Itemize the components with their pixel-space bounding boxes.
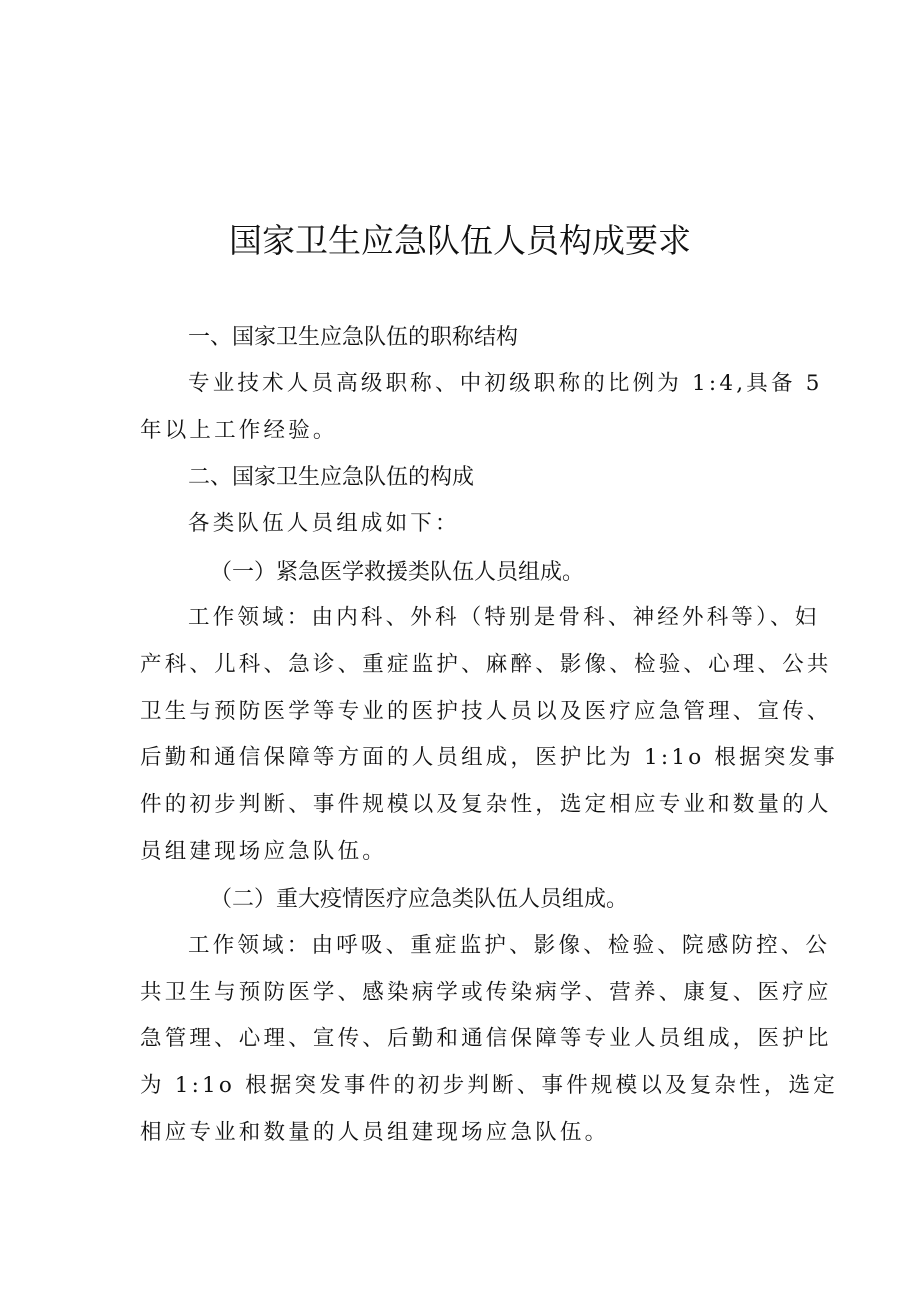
subsection-1-line-3: 卫生与预防医学等专业的医护技人员以及医疗应急管理、宣传、	[140, 699, 832, 724]
subsection-1-line-1: 工作领域：由内科、外科（特别是骨科、神经外科等）、妇	[188, 605, 820, 630]
section-1-line-1: 专业技术人员高级职称、中初级职称的比例为 1:4,具备 5	[188, 371, 823, 396]
subsection-1-heading: （一）紧急医学救援类队伍人员组成。	[210, 560, 585, 585]
subsection-2-line-3: 急管理、心理、宣传、后勤和通信保障等专业人员组成，医护比	[140, 1026, 832, 1051]
section-2-heading: 二、国家卫生应急队伍的构成	[188, 465, 475, 490]
subsection-1-line-2: 产科、儿科、急诊、重症监护、麻醉、影像、检验、心理、公共	[140, 652, 832, 677]
section-1-line-2: 年以上工作经验。	[140, 418, 338, 443]
subsection-2-line-4: 为 1:1o 根据突发事件的初步判断、事件规模以及复杂性，选定	[140, 1073, 838, 1098]
section-2-intro: 各类队伍人员组成如下：	[188, 511, 460, 536]
subsection-1-line-5: 件的初步判断、事件规模以及复杂性，选定相应专业和数量的人	[140, 792, 832, 817]
subsection-1-line-6: 员组建现场应急队伍。	[140, 839, 388, 864]
document-title: 国家卫生应急队伍人员构成要求	[229, 221, 691, 260]
section-1-heading: 一、国家卫生应急队伍的职称结构	[188, 325, 519, 350]
subsection-2-line-1: 工作领域：由呼吸、重症监护、影像、检验、院感防控、公	[188, 933, 831, 958]
subsection-2-line-2: 共卫生与预防医学、感染病学或传染病学、营养、康复、医疗应	[140, 980, 832, 1005]
subsection-1-line-4: 后勤和通信保障等方面的人员组成，医护比为 1:1o 根据突发事	[140, 745, 838, 770]
subsection-2-heading: （二）重大疫情医疗应急类队伍人员组成。	[210, 887, 629, 912]
subsection-2-line-5: 相应专业和数量的人员组建现场应急队伍。	[140, 1120, 610, 1145]
